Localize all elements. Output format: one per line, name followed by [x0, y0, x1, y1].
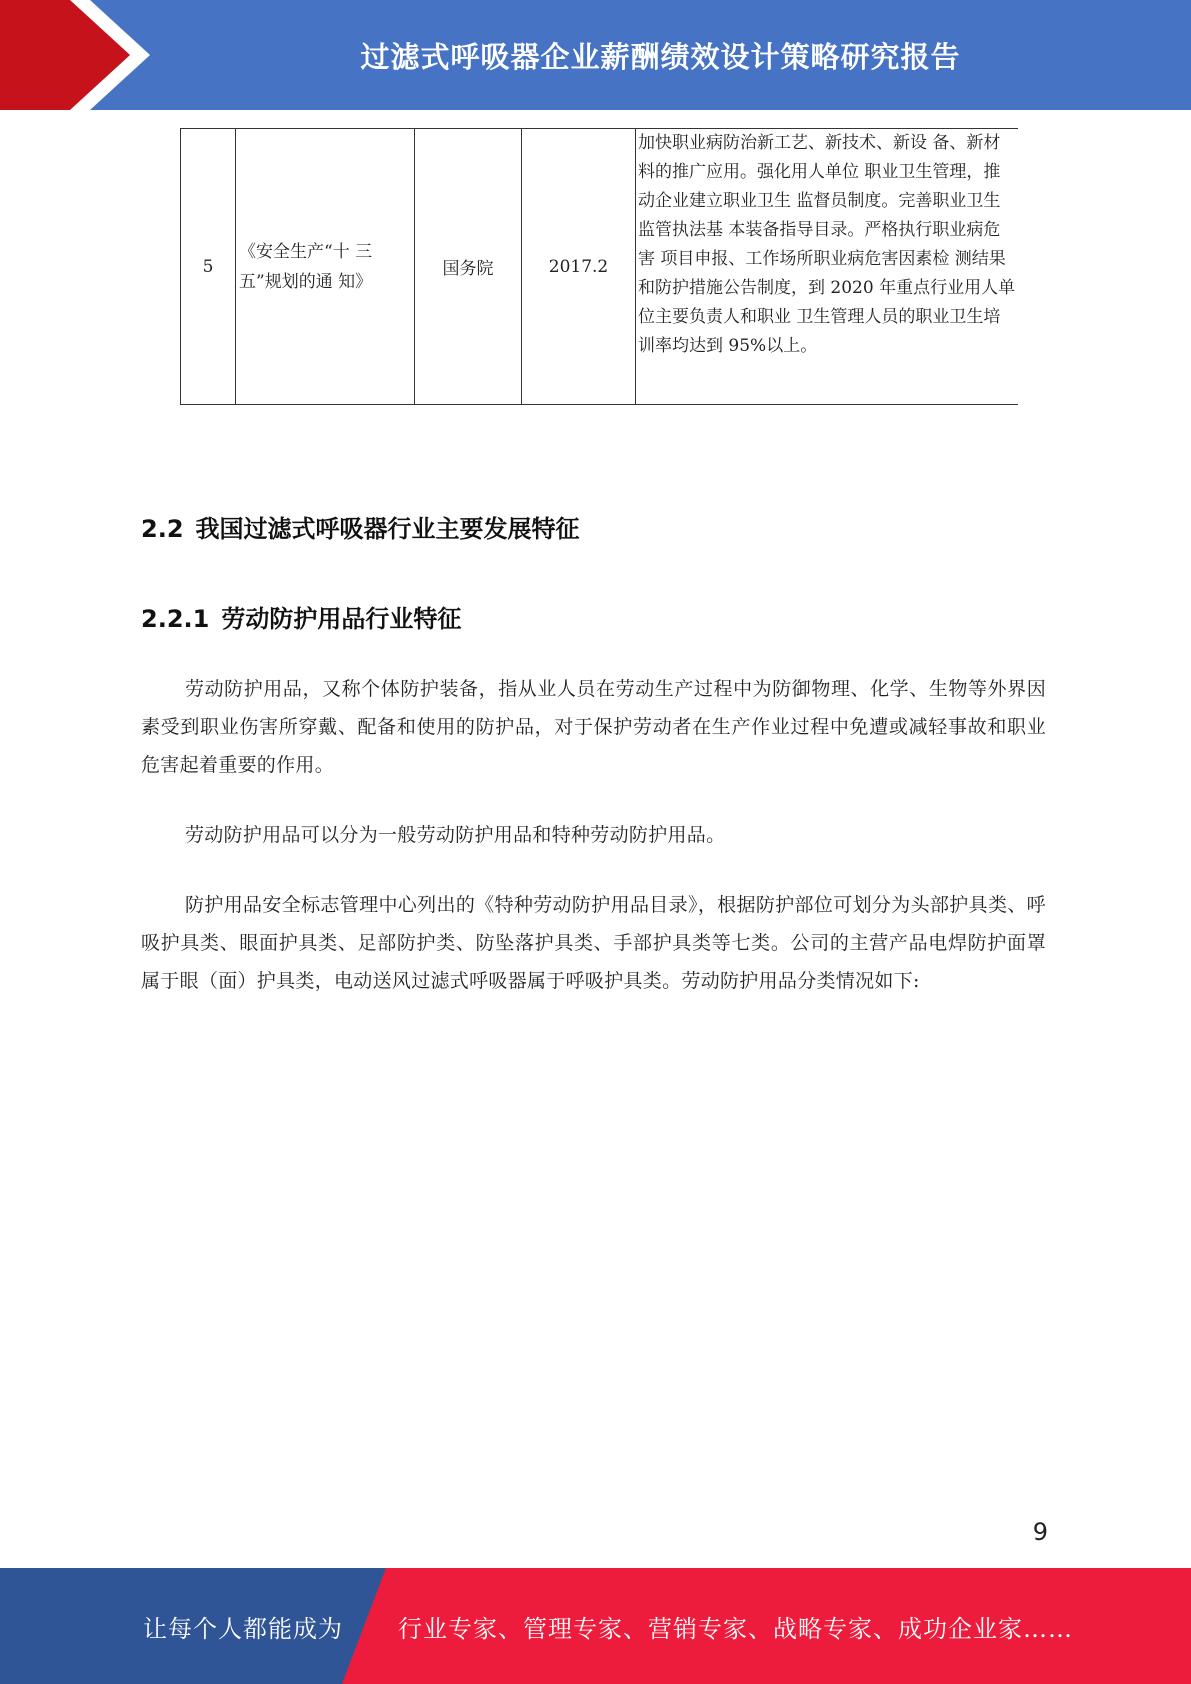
- page-header: [0, 0, 1191, 110]
- table-cell-content-text: 加快职业病防治新工艺、新技术、新设 备、新材料的推广应用。强化用人单位 职业卫生管理，推动企业建立职业卫生 监督员制度。完善职业卫生监管执法基 本装备指导目录。严格执行职业病危害 项目申报、工作场所职业病危害因素检 测结果和防护措施公告制度，到 2020 年重点行业用人单位主要负责人和职业 卫生管理人员的职业卫生培训率均达到 95%以上。: [638, 133, 1016, 356]
- section-title: 我国过滤式呼吸器行业主要发展特征: [195, 515, 580, 543]
- table-cell-date: 2017.2: [522, 129, 636, 405]
- table-cell-issuer: 国务院: [415, 129, 522, 405]
- footer-slogan-right: 行业专家、管理专家、营销专家、战略专家、成功企业家……: [398, 1614, 1073, 1643]
- subsection-number: 2.2.1: [141, 605, 210, 633]
- page-footer: [0, 1568, 1191, 1684]
- page-number: 9: [1032, 1518, 1048, 1546]
- section-heading: [141, 509, 580, 544]
- subsection-title: 劳动防护用品行业特征: [221, 605, 462, 633]
- table-cell-content: [636, 129, 1019, 405]
- body-paragraph: 劳动防护用品，又称个体防护装备，指从业人员在劳动生产过程中为防御物理、化学、生物等外界因素受到职业伤害所穿戴、配备和使用的防护品，对于保护劳动者在生产作业过程中免遭或减轻事故和职业危害起着重要的作用。: [141, 678, 1046, 776]
- table-row: [181, 129, 1019, 405]
- report-title: 过滤式呼吸器企业薪酬绩效设计策略研究报告: [360, 39, 961, 74]
- section-number: 2.2: [141, 515, 184, 543]
- policy-table: [180, 128, 1018, 405]
- table-cell-number: 5: [181, 129, 236, 405]
- body-paragraph: 劳动防护用品可以分为一般劳动防护用品和特种劳动防护用品。: [185, 824, 726, 846]
- header-red-arrow-decoration: [0, 0, 140, 110]
- body-paragraph: 防护用品安全标志管理中心列出的《特种劳动防护用品目录》，根据防护部位可划分为头部护具类、呼吸护具类、眼面护具类、足部防护类、防坠落护具类、手部护具类等七类。公司的主营产品电焊防护面罩属于眼（面）护具类，电动送风过滤式呼吸器属于呼吸护具类。劳动防护用品分类情况如下:: [141, 894, 1046, 992]
- subsection-heading: [141, 599, 461, 634]
- footer-slogan-left: 让每个人都能成为: [143, 1614, 343, 1643]
- table-cell-policy-name: 《安全生产“十 三五”规划的通 知》: [236, 129, 415, 405]
